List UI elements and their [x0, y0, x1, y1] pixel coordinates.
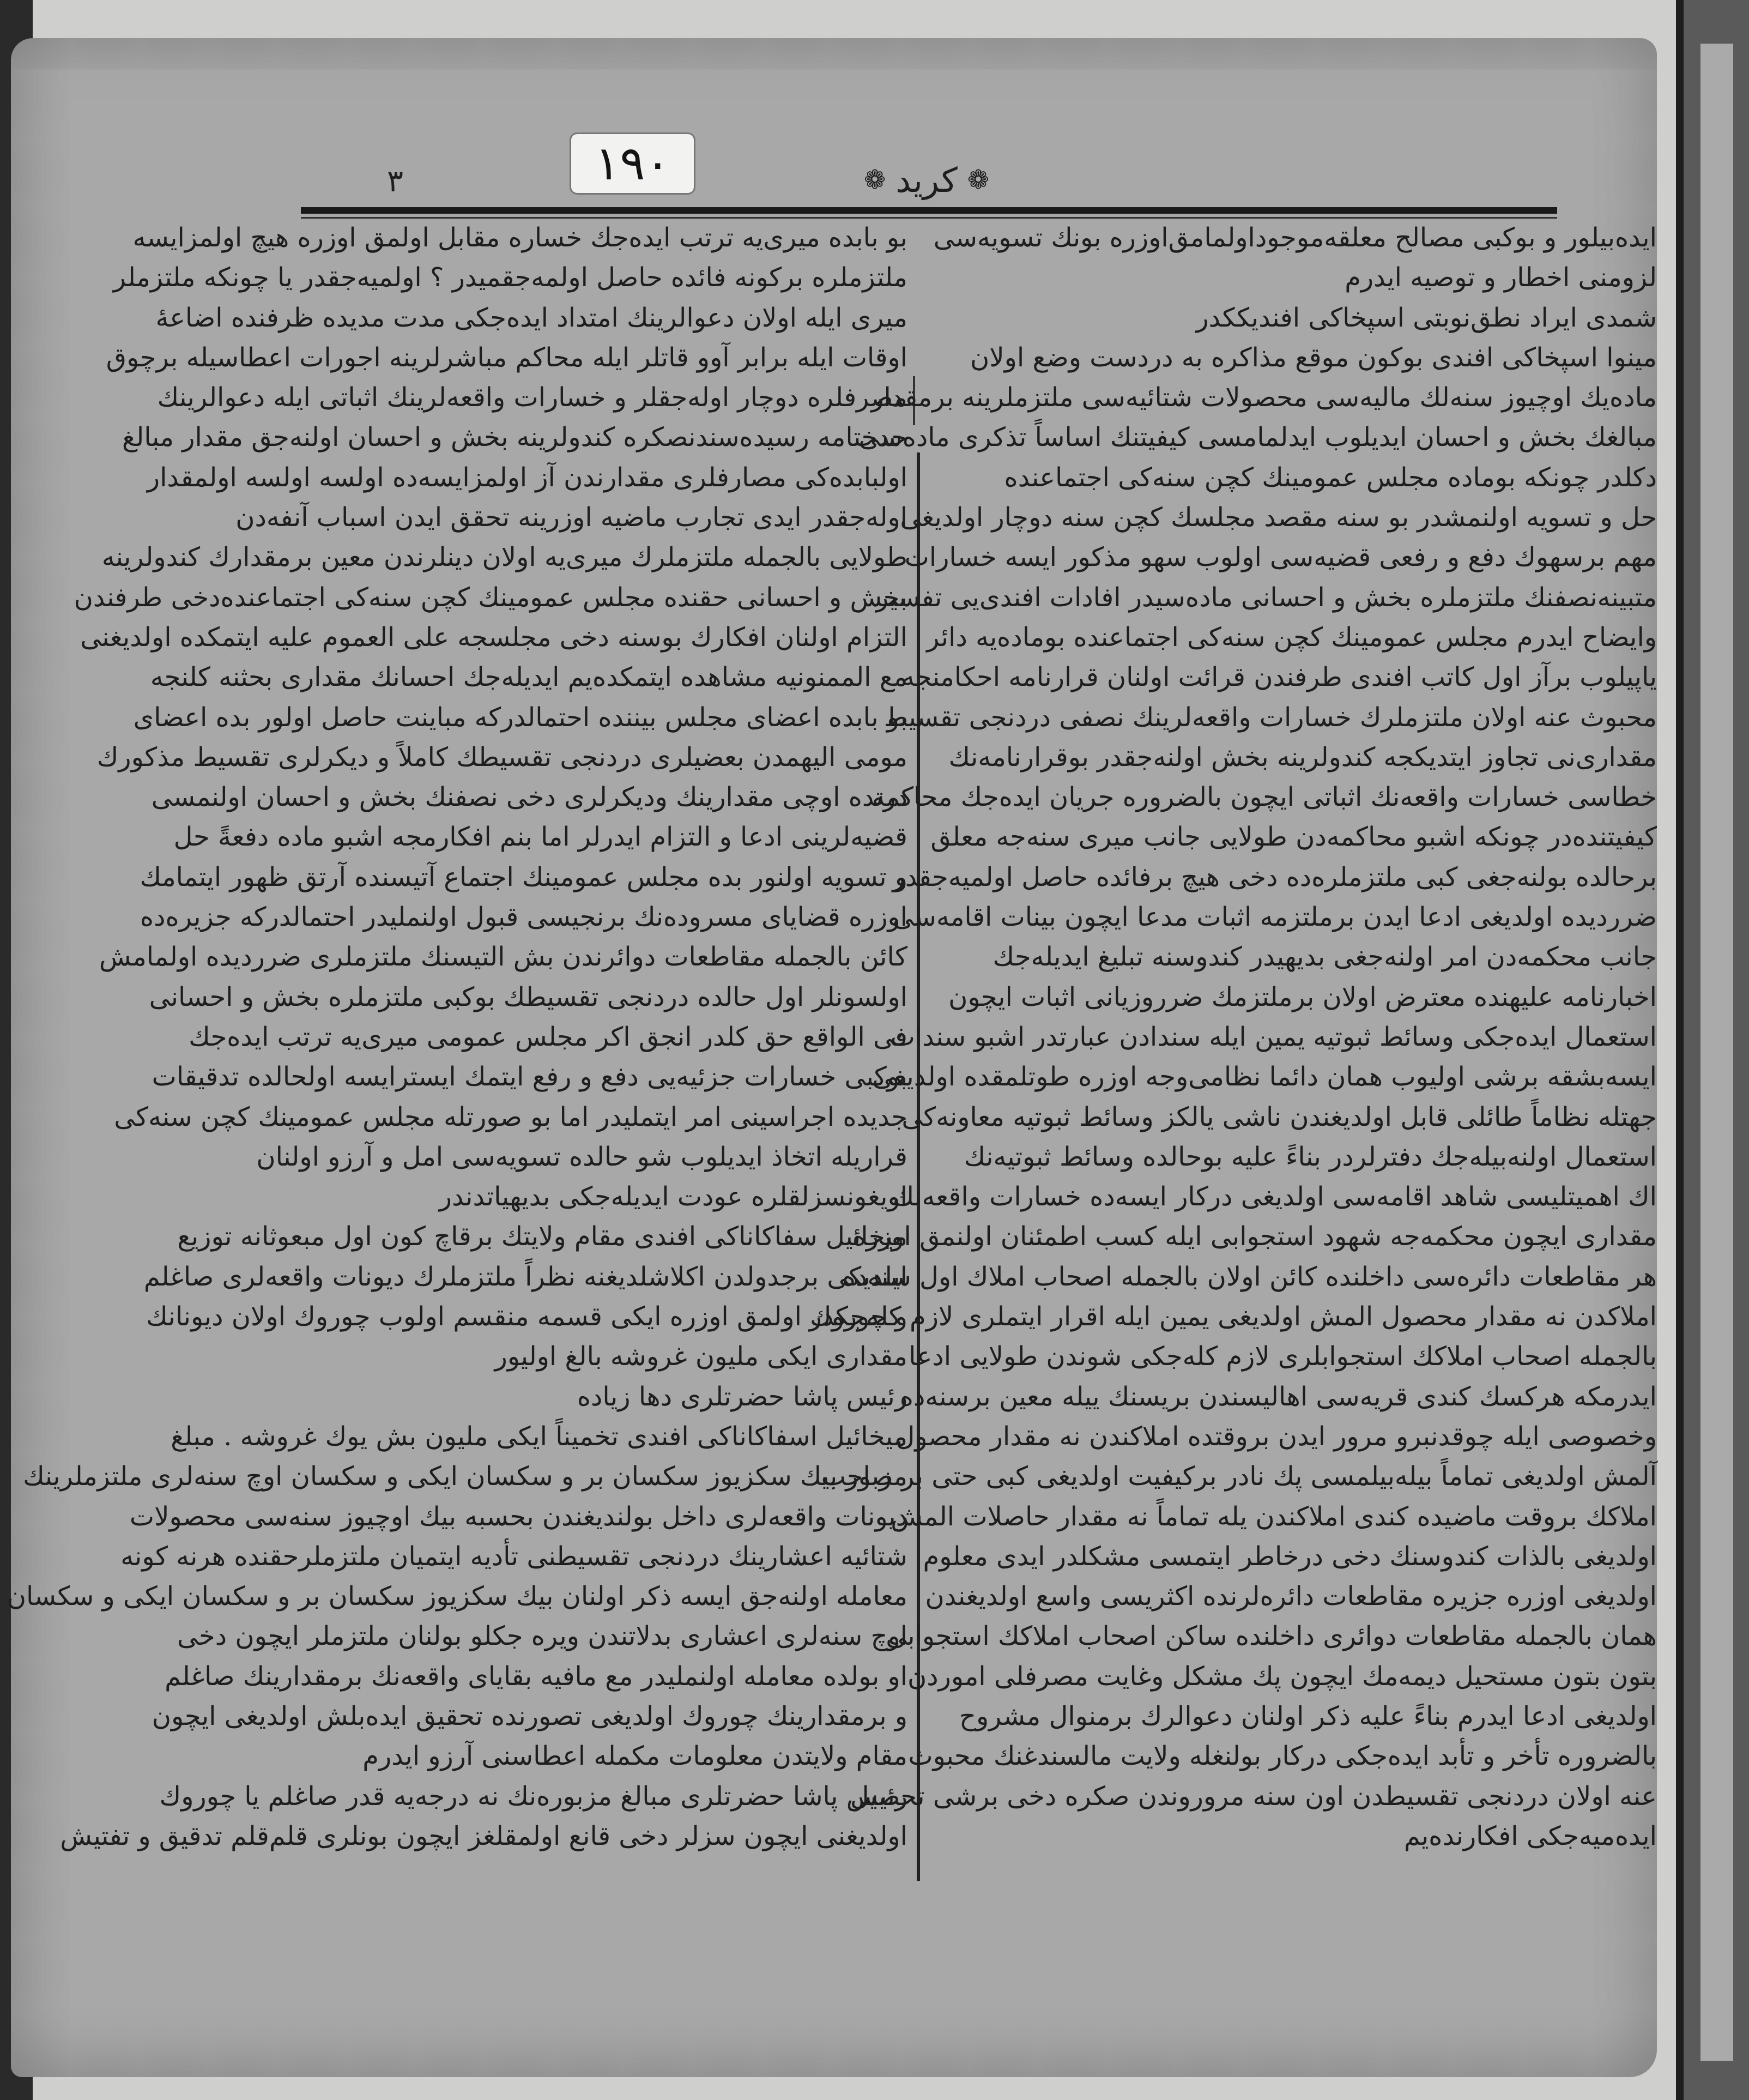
text-line: و تسویه اولنور بده مجلس عمومینك اجتماع آتیسنده آرتق ظهور ایتمامك [140, 861, 907, 892]
text-line: شمدی ایراد نطق‌نوبتی اسپخاکی افندیککدر [1196, 302, 1657, 333]
text-line: اوله‌جقدر ایدی تجارب ماضیه اوزرینه تحقق ایدن اسباب آنفه‌دن [235, 502, 907, 533]
text-line: دیونات واقعه‌لری داخل بولندیغندن بحسبه بیك اوچیوز سنه‌سی محصولات [129, 1501, 907, 1532]
text-line: شتائیه اعشارینك دردنجی تقسیطنی تأدیه ایتمیان ملتزملرحقنده هرنه کونه [120, 1541, 907, 1572]
text-line: حل و تسویه اولنمشدر بو سنه مقصد مجلسك کچن سنه دوچار اولدیغی [900, 502, 1657, 533]
ornament-icon: ❁ [864, 165, 886, 195]
left-column [7, 218, 907, 1856]
text-line: مقداری‌نی تجاوز ایتدیکجه کندولرینه بخش اولنه‌جقدر بوقرارنامه‌نك [948, 741, 1657, 773]
text-line: استعمال اولنه‌بیله‌جك دفترلردر بناءً علیه بوحالده وسائط ثبوتیه‌نك [964, 1141, 1657, 1172]
text-line: دکلدر چونکه بوماده مجلس عمومینك کچن سنه‌کی اجتماعنده [1004, 462, 1657, 493]
text-line: همان بالجمله مقاطعات دوائری داخلنده ساکن اصحاب املاکك استجوابی [886, 1621, 1657, 1652]
text-line: او بولده معامله اولنملیدر مع مافیه بقایای واقعه‌نك برمقدارینك صاغلم [165, 1661, 907, 1692]
text-line: مومی الیهمدن بعضیلری دردنجی تقسیطك کاملاً و دیکرلری تقسیط مذکورك [96, 741, 907, 773]
text-line: کیفیتنده‌در چونکه اشبو محاکمه‌دن طولایی جانب میری سنه‌جه معلق [930, 822, 1657, 853]
text-line: بوکبی خسارات جزئیه‌یی دفع و رفع ایتمك ایسترایسه اولحالده تدقیقات [152, 1061, 907, 1093]
header-rule [301, 207, 1557, 214]
text-line: خطاسی خسارات واقعه‌نك اثباتی ایچون بالضروره جریان ایده‌جك محاکمه [872, 782, 1657, 813]
text-line: لزومنی اخطار و توصیه ایدرم [1345, 262, 1657, 293]
text-line: و برمقدارینك چوروك اولدیغی تصورنده تحقیق ایده‌بلش اولدیغی ایچون [152, 1700, 907, 1731]
text-line: مقداری ایکی ملیون غروشه بالغ اولیور [494, 1341, 907, 1372]
text-line: مزبور بیك سکزیوز سکسان بر و سکسان ایکی و سکسان اوچ سنه‌لری ملتزملرینك [23, 1461, 907, 1492]
text-line: مهم برسهوك دفع و رفعی قضیه‌سی اولوب سهو مذکور ایسه خسارات [904, 542, 1657, 573]
text-line: مقام ولایتدن معلومات مکمله اعطاسنی آرزو ایدرم [362, 1741, 907, 1772]
text-line: یاپیلوب برآز اول کاتب افندی طرفندن قرائت اولنان قرارنامه احکامنجه [901, 662, 1657, 693]
folio-number: ۳ [386, 164, 404, 199]
text-line: اوچ سنه‌لری اعشاری بدلاتندن ویره جکلو بولنان ملتزملر ایچون دخی [177, 1621, 907, 1652]
text-line: معامله اولنه‌جق ایسه ذکر اولنان بیك سکزیوز سکسان بر و سکسان ایکی و سکسان [7, 1581, 907, 1612]
text-line: ایلدیکی برجدولدن اکلاشلدیغنه نظراً ملتزملرك دیونات واقعه‌لری صاغلم [143, 1261, 907, 1292]
text-line: مع الممنونیه مشاهده ایتمکده‌یم ایدیله‌جك احسانك مقداری بحثنه کلنجه [150, 662, 907, 693]
text-line: میری ایله اولان دعوالرینك امتداد ایده‌جکی مدت مدیده ظرفنده اضاعهٔ [155, 302, 907, 333]
text-line: جدیده اجراسینی امر ایتملیدر اما بو صورتله مجلس عمومینك کچن سنه‌کی [114, 1101, 907, 1132]
text-line: برحالده بولنه‌جغی کبی ملتزملره‌ده دخی هیچ برفائده حاصل اولمیه‌جقدر [892, 861, 1657, 892]
text-line: وخصوصی ایله چوقدنبرو مرور ایدن بروقتده املاکندن نه مقدار محصول [895, 1421, 1657, 1452]
text-line: املاکك بروقت ماضیده کندی املاکندن یله تماماً نه مقدار حاصلات المش [891, 1501, 1657, 1532]
text-line: مینوا اسپخاکی افندی بوکون موقع مذاکره به دردست وضع اولان [970, 342, 1657, 373]
text-line: اخبارنامه علیهنده معترض اولان برملتزمك ضرروزیانی اثبات ایچون [948, 981, 1657, 1012]
text-line: جهتله نظاماً طائلی قابل اولدیغندن ناشی یالکز وسائط ثبوتیه معاونه‌کی [901, 1101, 1657, 1132]
ornament-icon: ❁ [967, 165, 989, 195]
text-line: اولبابده‌کی مصارفلری مقدارندن آز اولمزایسه‌ده اولسه اولسه اولمقدار [147, 462, 907, 493]
text-line: استعمال ایده‌جکی وسائط ثبوتیه یمین ایله سندادن عبارتدر اشبو سندات [890, 1021, 1657, 1052]
text-line: متبینه‌نصفنك ملتزملره بخش و احسانی ماده‌سیدر افادات افندی‌یی تفسیر [875, 582, 1657, 613]
text-line: رئیس پاشا حضرتلری دها زیاده [577, 1381, 907, 1412]
text-line: هر مقاطعات دائره‌سی داخلنده کائن اولان بالجمله اصحاب املاك اول سنه‌ده [842, 1261, 1657, 1292]
text-line: فی الواقع حق کلدر انجق اکر مجلس عمومی میری‌یه ترتب ایده‌جك [189, 1021, 907, 1052]
text-line: ایسه‌بشقه برشی اولیوب همان دائما نظامی‌وجه اوزره طوتلمقده اولدیغی [872, 1061, 1657, 1093]
text-line: جانب محکمه‌دن امر اولنه‌جغی بدیهیدر کندوسنه تبلیغ ایدیله‌جك [992, 942, 1657, 973]
text-line: عنه اولان دردنجی تقسیطدن اون سنه مروروندن صکره دخی برشی تحصیل [850, 1781, 1657, 1812]
text-line: قضیه‌لرینی ادعا و التزام ایدرلر اما بنم افکارمجه اشبو ماده دفعةً حل [173, 822, 907, 853]
text-line: درتده اوچی مقدارینك ودیکرلری دخی نصفنك بخش و احسان اولنمسی [151, 782, 907, 813]
text-line: بو بابده اعضای مجلس بیننده احتمالدرکه مباینت حاصل اولور بده اعضای [133, 702, 907, 733]
text-line: اولدیغنی ایچون سزلر دخی قانع اولمقلغز ایچون بونلری قلم‌قلم تدقیق و تفتیش [60, 1820, 907, 1851]
text-line: حدختامه رسیده‌سندنصکره کندولرینه بخش و احسان اولنه‌جق مقدار مبالغ [122, 422, 907, 453]
text-line: ضرردیده اولدیغی ادعا ایدن برملتزمه اثبات مدعا ایچون بینات اقامه‌سی [892, 902, 1657, 933]
text-line: وایضاح ایدرم مجلس عمومینك کچن سنه‌کی اجتماعنده بوماده‌یه دائر [927, 621, 1657, 653]
text-line: اولدیغی ادعا ایدرم بناءً علیه ذکر اولنان دعوالرك برمنوال مشروح [959, 1700, 1657, 1731]
text-line: ایدرمکه هرکسك کندی قریه‌سی اهالیسندن بریسنك ییله معین برسنه‌ده [899, 1381, 1657, 1412]
text-line: بالجمله اصحاب املاکك استجوابلری لازم کله‌جکی شوندن طولایی ادعا [909, 1341, 1657, 1372]
text-line: کائن بالجمله مقاطعات دوائرندن بش التیسنك ملتزملری ضرردیده اولمامش [99, 942, 907, 973]
text-line: ایده‌میه‌جکی افکارنده‌یم [1403, 1820, 1657, 1851]
text-line: آلمش اولدیغی تماماً بیله‌بیلمسی پك نادر برکیفیت اولدیغی کبی حتی بر صاحب [821, 1461, 1657, 1492]
text-line: ایده‌بیلور و بوکبی مصالح معلقه‌موجوداولمامق‌اوزره بونك تسویه‌سی [933, 222, 1657, 253]
text-line: میخائیل سفاکاناکی افندی مقام ولایتك برقاچ کون اول مبعوثانه توزیع [177, 1221, 907, 1252]
text-line: رئیس پاشا حضرتلری مبالغ مزبوره‌نك نه درجه‌یه قدر صاغلم یا چوروك [159, 1781, 907, 1812]
text-line: طولایی بالجمله ملتزملرك میری‌یه اولان دینلرندن معین برمقدارك کندولرینه [101, 542, 907, 573]
text-line: اوقات ایله برابر آوو قاتلر ایله محاکم مباشرلرینه اجورات اعطاسیله برچوق [106, 342, 907, 373]
text-line: مصرفلره دوچار اوله‌جقلر و خسارات واقعه‌لرینك اثباتی ایله دعوالرینك [157, 382, 907, 413]
masthead-title: کرید [895, 160, 958, 200]
text-line: اویغونسزلقلره عودت ایدیله‌جکی بدیهیاتدندر [439, 1181, 907, 1212]
masthead [839, 158, 1014, 202]
page-number: ۱۹۰ [570, 132, 695, 195]
text-line: اولسونلر اول حالده دردنجی تقسیطك بوکبی ملتزملره بخش و احسانی [149, 981, 907, 1012]
text-line: بخش و احسانی حقنده مجلس عمومینك کچن سنه‌کی اجتماعنده‌دخی طرفندن [74, 582, 907, 613]
text-line: میخائیل اسفاکاناکی افندی تخمیناً ایکی ملیون بش یوك غروشه . مبلغ [171, 1421, 907, 1452]
text-line: بالضروره تأخر و تأبد ایده‌جکی درکار بولنغله ولایت مالسندغنك محبوث [908, 1741, 1657, 1772]
text-line: اوزره قضایای مسروده‌نك برنجیسی قبول اولنملیدر احتمالدرکه جزیره‌ده [140, 902, 907, 933]
text-line: اك اهمیتلیسی شاهد اقامه‌سی اولدیغی درکار ایسه‌ده خسارات واقعه‌نك [892, 1181, 1657, 1212]
text-line: ماده‌یك اوچیوز سنه‌لك مالیه‌سی محصولات شتائیه‌سی ملتزملرینه برمقدار [871, 382, 1657, 413]
text-line: اولدیغی اوزره جزیره مقاطعات دائره‌لرنده اکثریسی واسع اولدیغندن [925, 1581, 1657, 1612]
text-line: محبوث عنه اولان ملتزملرك خسارات واقعه‌لرینك نصفی دردنجی تقسیط [883, 702, 1657, 733]
text-line: اولدیغی بالذات کندوسنك دخی درخاطر ایتمسی مشکلدر ایدی معلوم [923, 1541, 1657, 1572]
text-line: ملتزملره برکونه فائده حاصل اولمه‌جقمیدر ؟ اولمیه‌جقدر یا چونکه ملتزملر [113, 262, 907, 293]
text-line: بتون بتون مستحیل دیمه‌مك ایچون پك مشکل وغایت مصرفلی اموردن [907, 1661, 1657, 1692]
text-line: املاکدن نه مقدار محصول المش اولدیغی یمین ایله اقرار ایتملری لازم کله‌جکدر [809, 1301, 1657, 1332]
text-line: مقداری ایچون محکمه‌جه شهود استجوابی ایله کسب اطمئنان اولنمق اوزره [852, 1221, 1657, 1252]
text-line: بو بابده میری‌یه ترتب ایده‌جك خساره مقابل اولمق اوزره هیچ اولمزایسه [132, 222, 907, 253]
adjacent-page-edge [1700, 44, 1733, 2061]
text-line: التزام اولنان افکارك بوسنه دخی مجلسجه علی العموم علیه ایتمکده اولدیغنی [80, 621, 907, 653]
text-line: مبالغك بخش و احسان ایدیلوب ایدلمامسی کیفیتنك اساساً تذکری ماده‌سی [858, 422, 1657, 453]
text-line: قراریله اتخاذ ایدیلوب شو حالده تسویه‌سی امل و آرزو اولنان [256, 1141, 907, 1172]
right-column [809, 218, 1657, 1856]
text-line: و چوروك اولمق اوزره ایکی قسمه منقسم اولوب چوروك اولان دیونانك [146, 1301, 907, 1332]
